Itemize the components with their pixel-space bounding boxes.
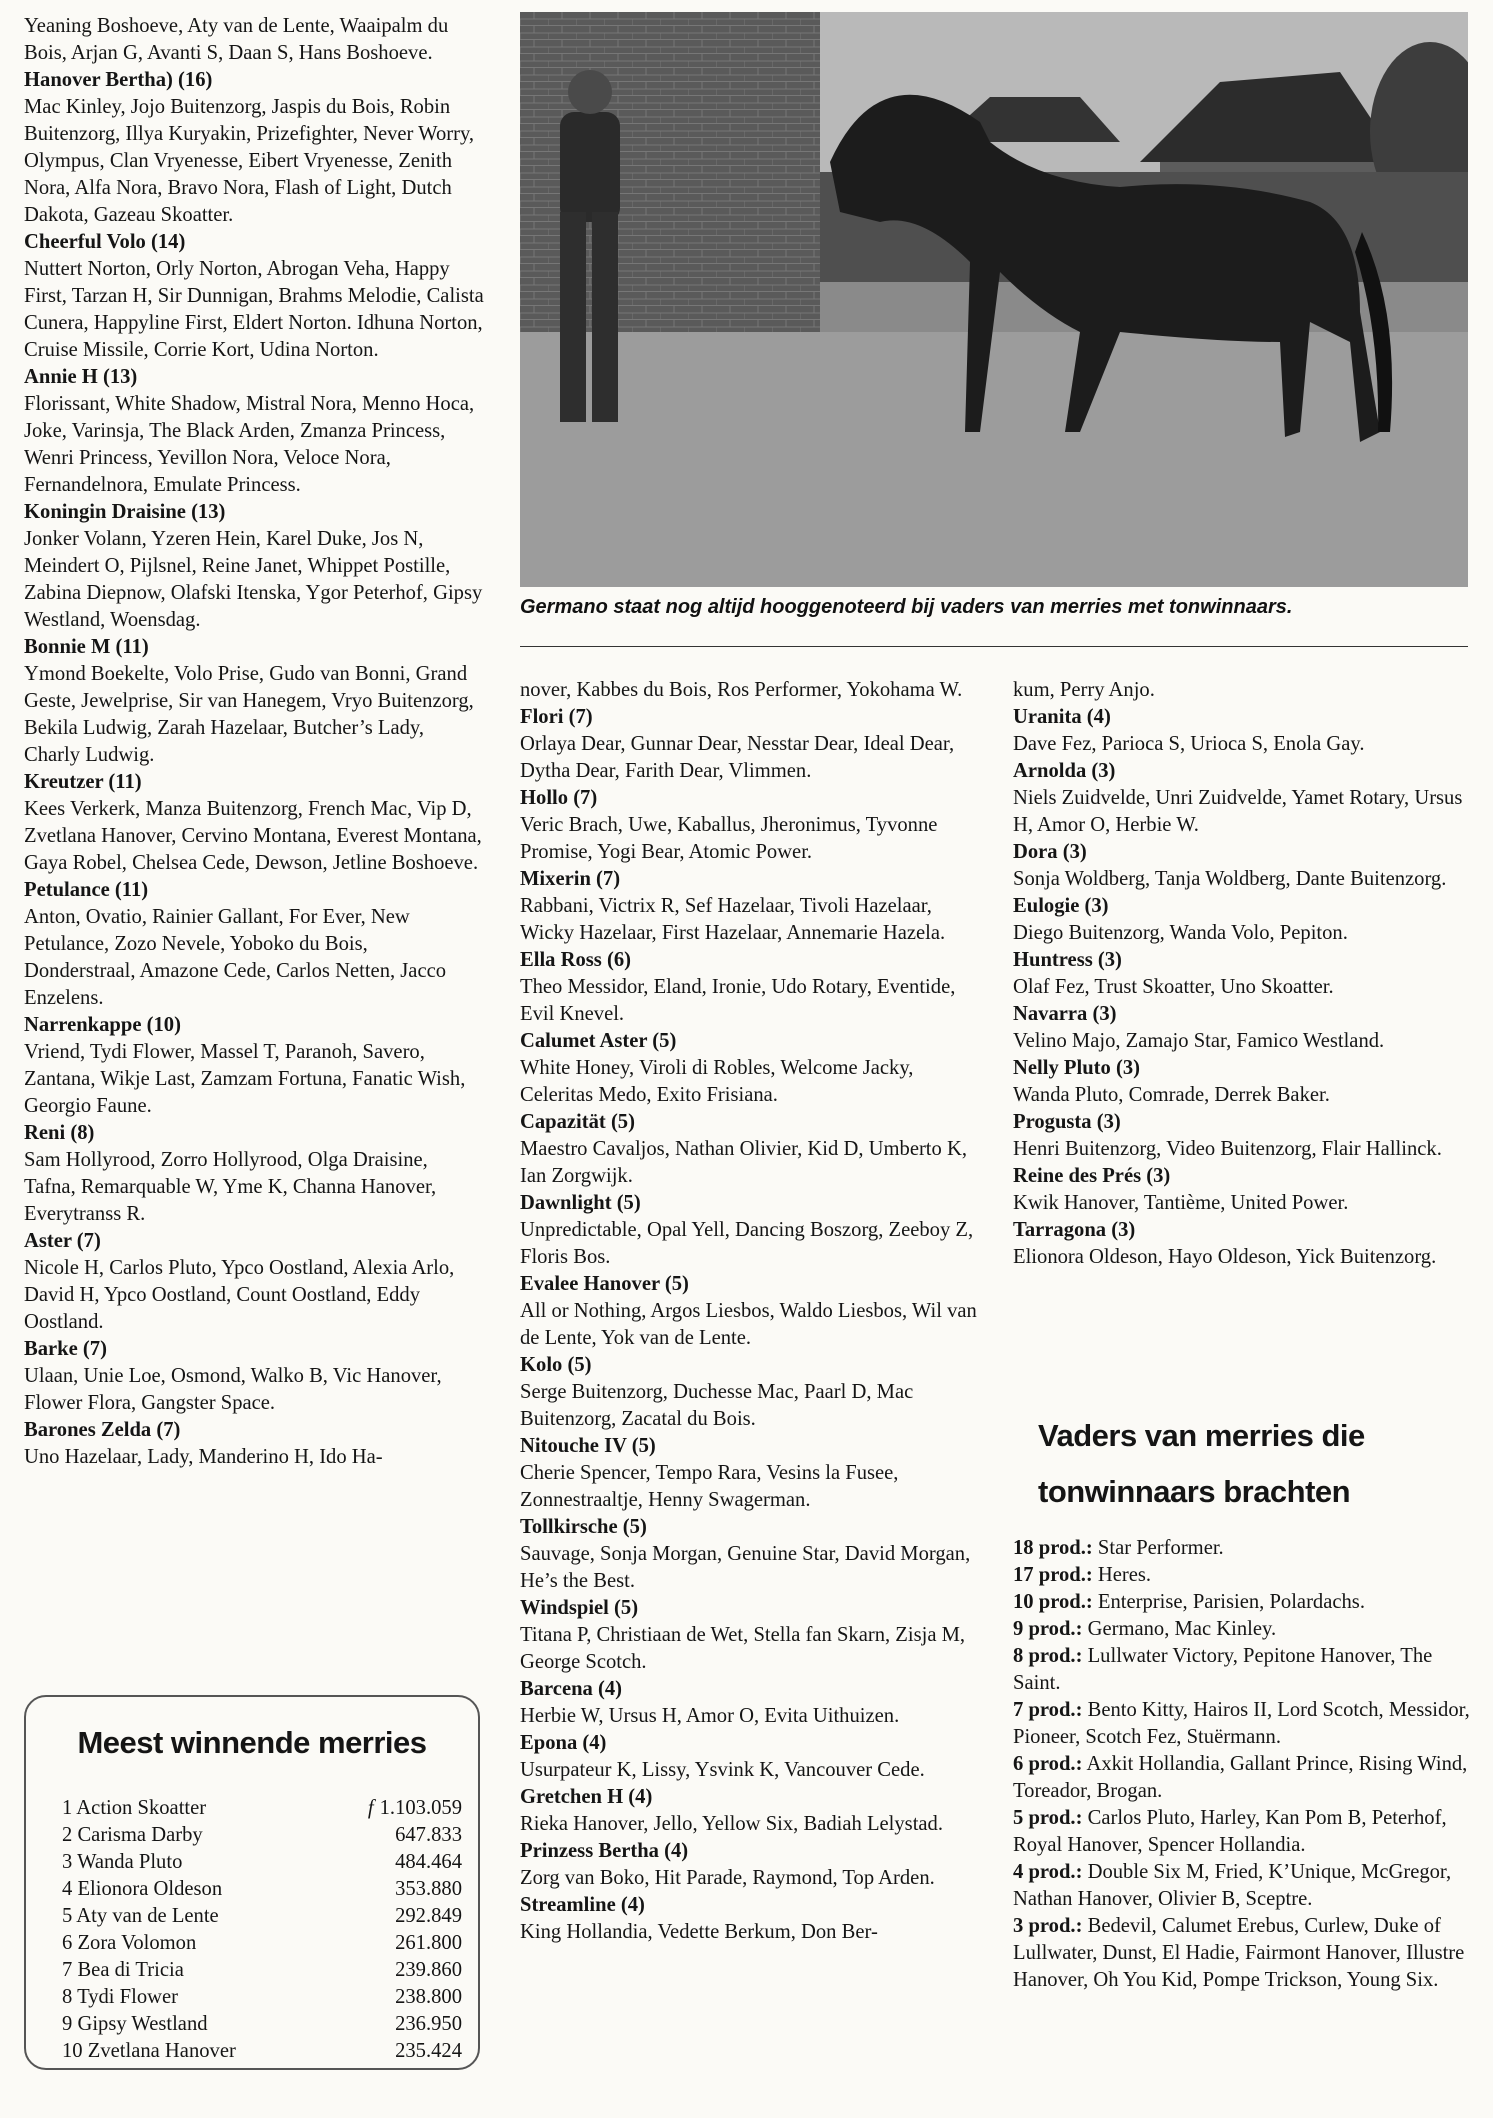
sire-list: Heres. — [1097, 1564, 1152, 1586]
mare-entry — [1013, 839, 1475, 893]
mare-entry — [1013, 1163, 1475, 1217]
mare-entry — [520, 1433, 980, 1514]
earner-name: 10 Zvetlana Hanover — [62, 2040, 236, 2062]
mare-name: Petulance (11) — [24, 879, 149, 901]
ground — [520, 332, 1468, 587]
sire-list: Bento Kitty, Hairos II, Lord Scotch, Messidor, Pioneer, Scotch Fez, Stuërmann. — [1013, 1699, 1470, 1748]
mare-name: Barke (7) — [24, 1338, 107, 1360]
offspring-list: Ulaan, Unie Loe, Osmond, Walko B, Vic Hanover, Flower Flora, Gangster Space. — [24, 1365, 442, 1414]
mare-entry — [1013, 1217, 1475, 1271]
horse-photo — [520, 12, 1468, 587]
mare-name: Navarra (3) — [1013, 1003, 1117, 1025]
mare-name: Barones Zelda (7) — [24, 1419, 181, 1441]
earner-name: 8 Tydi Flower — [62, 1986, 179, 2008]
mare-name: Calumet Aster (5) — [520, 1030, 677, 1052]
handler-body — [560, 112, 620, 222]
column-2 — [520, 677, 980, 1946]
currency-symbol: f — [367, 1797, 374, 1819]
earner-amount: 484.464 — [395, 1851, 462, 1873]
prod-entry — [1013, 1562, 1475, 1589]
prod-count: 10 prod.: — [1013, 1591, 1093, 1613]
offspring-list: Sauvage, Sonja Morgan, Genuine Star, David Morgan, He’s the Best. — [520, 1543, 971, 1592]
column-3 — [1013, 677, 1475, 1271]
offspring-list: Mac Kinley, Jojo Buitenzorg, Jaspis du Bois, Robin Buitenzorg, Illya Kuryakin, Prizefighter, Never Worry, Olympus, Clan Vryenesse, Eibert Vryenesse, Zenith Nora, Alfa Nora, Bravo Nora, Flash of Light, Dutch Dakota, Gazeau Skoatter. — [24, 96, 475, 226]
mare-name: Bonnie M (11) — [24, 636, 149, 658]
prod-count: 4 prod.: — [1013, 1861, 1083, 1883]
top-earners-list — [62, 1795, 462, 2065]
mare-entry — [24, 1336, 484, 1417]
photo-caption: Germano staat nog altijd hooggenoteerd bij vaders van merries met tonwinnaars. — [520, 596, 1293, 618]
offspring-list: Olaf Fez, Trust Skoatter, Uno Skoatter. — [1013, 976, 1334, 998]
mare-name: Dora (3) — [1013, 841, 1087, 863]
col2-lead-text: nover, Kabbes du Bois, Ros Performer, Yokohama W. — [520, 679, 963, 701]
offspring-list: White Honey, Viroli di Robles, Welcome Jacky, Celeritas Medo, Exito Frisiana. — [520, 1057, 914, 1106]
mare-entry — [520, 1892, 980, 1946]
earner-name: 4 Elionora Oldeson — [62, 1878, 223, 1900]
mare-entry — [24, 364, 484, 499]
earner-name: 1 Action Skoatter — [62, 1797, 207, 1819]
mare-entry — [24, 1120, 484, 1228]
mare-name: Cheerful Volo (14) — [24, 231, 186, 253]
offspring-list: Orlaya Dear, Gunnar Dear, Nesstar Dear, Ideal Dear, Dytha Dear, Farith Dear, Vlimmen. — [520, 733, 955, 782]
offspring-list: Unpredictable, Opal Yell, Dancing Boszorg, Zeeboy Z, Floris Bos. — [520, 1219, 974, 1268]
horse-photo-graphic — [520, 12, 1468, 587]
mare-entry — [520, 1676, 980, 1730]
mare-name: Progusta (3) — [1013, 1111, 1121, 1133]
mare-entry — [24, 1417, 484, 1471]
mare-entry — [520, 704, 980, 785]
mare-entry — [24, 877, 484, 1012]
offspring-list: Florissant, White Shadow, Mistral Nora, Menno Hoca, Joke, Varinsja, The Black Arden, Zmanza Princess, Wenri Princess, Yevillon Nora, Veloce Nora, Fernandelnora, Emulate Princess. — [24, 393, 475, 496]
mare-entry — [520, 866, 980, 947]
earner-name: 9 Gipsy Westland — [62, 2013, 208, 2035]
offspring-list: Jonker Volann, Yzeren Hein, Karel Duke, Jos N, Meindert O, Pijlsnel, Reine Janet, Whippet Postille, Zabina Diepnow, Olafski Itenska, Ygor Peterhof, Gipsy Westland, Woensdag. — [24, 528, 483, 631]
offspring-list: Serge Buitenzorg, Duchesse Mac, Paarl D, Mac Buitenzorg, Zacatal du Bois. — [520, 1381, 914, 1430]
mare-name: Kreutzer (11) — [24, 771, 142, 793]
col2-entries — [520, 704, 980, 1946]
offspring-list: Velino Majo, Zamajo Star, Famico Westland. — [1013, 1030, 1385, 1052]
offspring-list: Theo Messidor, Eland, Ironie, Udo Rotary, Eventide, Evil Knevel. — [520, 976, 956, 1025]
prod-entry — [1013, 1616, 1475, 1643]
earner-row — [62, 1930, 462, 1957]
earner-name: 7 Bea di Tricia — [62, 1959, 184, 1981]
sire-list: Carlos Pluto, Harley, Kan Pom B, Peterhof, Royal Hanover, Spencer Hollandia. — [1013, 1807, 1447, 1856]
mare-entry — [1013, 758, 1475, 839]
offspring-list: Zorg van Boko, Hit Parade, Raymond, Top Arden. — [520, 1867, 935, 1889]
offspring-list: Usurpateur K, Lissy, Ysvink K, Vancouver Cede. — [520, 1759, 925, 1781]
earner-row — [62, 1957, 462, 1984]
earner-amount: 647.833 — [395, 1824, 462, 1846]
offspring-list: Titana P, Christiaan de Wet, Stella fan Skarn, Zisja M, George Scotch. — [520, 1624, 966, 1673]
offspring-list: All or Nothing, Argos Liesbos, Waldo Liesbos, Wil van de Lente, Yok van de Lente. — [520, 1300, 977, 1349]
earner-row — [62, 1822, 462, 1849]
offspring-list: Maestro Cavaljos, Nathan Olivier, Kid D, Umberto K, Ian Zorgwijk. — [520, 1138, 967, 1187]
offspring-list: Ymond Boekelte, Volo Prise, Gudo van Bonni, Grand Geste, Jewelprise, Sir van Hanegem, Vryo Buitenzorg, Bekila Ludwig, Zarah Hazelaar, Butcher’s Lady, Charly Ludwig. — [24, 663, 474, 766]
earner-row — [62, 1984, 462, 2011]
offspring-list: Rieka Hanover, Jello, Yellow Six, Badiah Lelystad. — [520, 1813, 944, 1835]
mare-name: Hollo (7) — [520, 787, 598, 809]
mare-name: Eulogie (3) — [1013, 895, 1109, 917]
vaders-heading — [1038, 1408, 1458, 1520]
top-earners-title: Meest winnende merries — [77, 1725, 427, 1760]
mare-name: Dawnlight (5) — [520, 1192, 641, 1214]
offspring-list: Niels Zuidvelde, Unri Zuidvelde, Yamet Rotary, Ursus H, Amor O, Herbie W. — [1013, 787, 1463, 836]
offspring-list: Sam Hollyrood, Zorro Hollyrood, Olga Draisine, Tafna, Remarquable W, Yme K, Channa Hanover, Everytranss R. — [24, 1149, 437, 1225]
mare-entry — [520, 1595, 980, 1676]
offspring-list: Kees Verkerk, Manza Buitenzorg, French Mac, Vip D, Zvetlana Hanover, Cervino Montana, Everest Montana, Gaya Robel, Chelsea Cede, Dewson, Jetline Boshoeve. — [24, 798, 482, 874]
earner-amount: f 1.103.059 — [367, 1797, 462, 1819]
earner-row — [62, 1876, 462, 1903]
prod-entry — [1013, 1859, 1475, 1913]
prod-entry — [1013, 1913, 1475, 1994]
mare-name: Reine des Prés (3) — [1013, 1165, 1171, 1187]
offspring-list: Vriend, Tydi Flower, Massel T, Paranoh, Savero, Zantana, Wikje Last, Zamzam Fortuna, Fanatic Wish, Georgio Faune. — [24, 1041, 466, 1117]
offspring-list: King Hollandia, Vedette Berkum, Don Ber- — [520, 1921, 878, 1943]
prod-count: 17 prod.: — [1013, 1564, 1093, 1586]
offspring-list: Nuttert Norton, Orly Norton, Abrogan Veha, Happy First, Tarzan H, Sir Dunnigan, Brahms Melodie, Calista Cunera, Happyline First, Eldert Norton. Idhuna Norton, Cruise Missile, Corrie Kort, Udina Norton. — [24, 258, 484, 361]
offspring-list: Diego Buitenzorg, Wanda Volo, Pepiton. — [1013, 922, 1348, 944]
offspring-list: Elionora Oldeson, Hayo Oldeson, Yick Buitenzorg. — [1013, 1246, 1437, 1268]
mare-name: Gretchen H (4) — [520, 1786, 653, 1808]
sire-list: Germano, Mac Kinley. — [1087, 1618, 1277, 1640]
mare-entry — [1013, 947, 1475, 1001]
mare-entry — [520, 1271, 980, 1352]
mare-name: Annie H (13) — [24, 366, 138, 388]
mare-entry — [1013, 1055, 1475, 1109]
mare-name: Kolo (5) — [520, 1354, 592, 1376]
mare-name: Reni (8) — [24, 1122, 95, 1144]
mare-name: Narrenkappe (10) — [24, 1014, 181, 1036]
mare-entry — [520, 1352, 980, 1433]
offspring-list: Henri Buitenzorg, Video Buitenzorg, Flair Hallinck. — [1013, 1138, 1442, 1160]
mare-entry — [520, 947, 980, 1028]
mare-name: Epona (4) — [520, 1732, 607, 1754]
vaders-list — [1013, 1535, 1475, 1994]
earner-row — [62, 1903, 462, 1930]
sire-list: Double Six M, Fried, K’Unique, McGregor, Nathan Hanover, Olivier B, Sceptre. — [1013, 1861, 1452, 1910]
mare-entry — [24, 499, 484, 634]
handler-head — [568, 70, 612, 114]
mare-name: Streamline (4) — [520, 1894, 645, 1916]
prod-count: 5 prod.: — [1013, 1807, 1083, 1829]
mare-name: Huntress (3) — [1013, 949, 1122, 971]
earner-amount: 235.424 — [395, 2040, 462, 2062]
mare-entry — [520, 1514, 980, 1595]
prod-count: 8 prod.: — [1013, 1645, 1083, 1667]
mare-name: Arnolda (3) — [1013, 760, 1116, 782]
earner-name: 5 Aty van de Lente — [62, 1905, 219, 1927]
offspring-list: Herbie W, Ursus H, Amor O, Evita Uithuizen. — [520, 1705, 900, 1727]
mare-name: Flori (7) — [520, 706, 593, 728]
earner-name: 6 Zora Volomon — [62, 1932, 197, 1954]
mare-name: Capazität (5) — [520, 1111, 635, 1133]
mare-entry — [520, 1730, 980, 1784]
horizontal-rule — [520, 646, 1468, 647]
mare-name: Barcena (4) — [520, 1678, 622, 1700]
vaders-heading-line-1: Vaders van merries die — [1038, 1418, 1365, 1453]
earner-amount: 236.950 — [395, 2013, 462, 2035]
earner-name: 2 Carisma Darby — [62, 1824, 203, 1846]
mare-entry — [520, 785, 980, 866]
offspring-list: Wanda Pluto, Comrade, Derrek Baker. — [1013, 1084, 1330, 1106]
mare-entry — [520, 1109, 980, 1190]
sire-list: Bedevil, Calumet Erebus, Curlew, Duke of Lullwater, Dunst, El Hadie, Fairmont Hanover, Illustre Hanover, Oh You Kid, Pompe Trickson, Young Six. — [1013, 1915, 1465, 1991]
prod-entry — [1013, 1589, 1475, 1616]
prod-entry — [1013, 1643, 1475, 1697]
sire-list: Lullwater Victory, Pepitone Hanover, The Saint. — [1013, 1645, 1433, 1694]
mare-entry — [1013, 1001, 1475, 1055]
earner-amount: 239.860 — [395, 1959, 462, 1981]
mare-name: Evalee Hanover (5) — [520, 1273, 689, 1295]
col1-entries — [24, 67, 484, 1471]
mare-entry — [520, 1838, 980, 1892]
offspring-list: Kwik Hanover, Tantième, United Power. — [1013, 1192, 1349, 1214]
mare-entry — [1013, 1109, 1475, 1163]
prod-count: 7 prod.: — [1013, 1699, 1083, 1721]
column-1 — [24, 13, 484, 1471]
offspring-list: Uno Hazelaar, Lady, Manderino H, Ido Ha- — [24, 1446, 383, 1468]
earner-amount: 238.800 — [395, 1986, 462, 2008]
earner-amount: 261.800 — [395, 1932, 462, 1954]
mare-entry — [520, 1784, 980, 1838]
mare-entry — [520, 1190, 980, 1271]
prod-count: 18 prod.: — [1013, 1537, 1093, 1559]
earner-row — [62, 1849, 462, 1876]
sire-list: Star Performer. — [1097, 1537, 1224, 1559]
mare-name: Nitouche IV (5) — [520, 1435, 656, 1457]
prod-entry — [1013, 1697, 1475, 1751]
mare-entry — [24, 634, 484, 769]
offspring-list: Cherie Spencer, Tempo Rara, Vesins la Fusee, Zonnestraaltje, Henny Swagerman. — [520, 1462, 899, 1511]
offspring-list: Dave Fez, Parioca S, Urioca S, Enola Gay. — [1013, 733, 1365, 755]
earner-row — [62, 1795, 462, 1822]
mare-name: Hanover Bertha) (16) — [24, 69, 213, 91]
mare-name: Tollkirsche (5) — [520, 1516, 647, 1538]
sire-list: Enterprise, Parisien, Polardachs. — [1097, 1591, 1365, 1613]
top-earners-box — [24, 1695, 480, 2070]
mare-name: Aster (7) — [24, 1230, 101, 1252]
col3-lead-text: kum, Perry Anjo. — [1013, 679, 1155, 701]
mare-entry — [1013, 893, 1475, 947]
offspring-list: Sonja Woldberg, Tanja Woldberg, Dante Buitenzorg. — [1013, 868, 1447, 890]
mare-name: Mixerin (7) — [520, 868, 621, 890]
prod-entry — [1013, 1535, 1475, 1562]
mare-entry — [24, 67, 484, 229]
offspring-list: Anton, Ovatio, Rainier Gallant, For Ever, New Petulance, Zozo Nevele, Yoboko du Bois, Donderstraal, Amazone Cede, Carlos Netten, Jacco Enzelens. — [24, 906, 447, 1009]
mare-name: Windspiel (5) — [520, 1597, 639, 1619]
earner-name: 3 Wanda Pluto — [62, 1851, 183, 1873]
mare-name: Uranita (4) — [1013, 706, 1111, 728]
mare-entry — [520, 1028, 980, 1109]
prod-count: 6 prod.: — [1013, 1753, 1083, 1775]
mare-name: Koningin Draisine (13) — [24, 501, 226, 523]
offspring-list: Veric Brach, Uwe, Kaballus, Jheronimus, Tyvonne Promise, Yogi Bear, Atomic Power. — [520, 814, 938, 863]
offspring-list: Rabbani, Victrix R, Sef Hazelaar, Tivoli Hazelaar, Wicky Hazelaar, First Hazelaar, Annemarie Hazela. — [520, 895, 946, 944]
earner-row — [62, 2038, 462, 2065]
col3-entries — [1013, 704, 1475, 1271]
earner-row — [62, 2011, 462, 2038]
prod-count: 3 prod.: — [1013, 1915, 1083, 1937]
sire-list: Axkit Hollandia, Gallant Prince, Rising Wind, Toreador, Brogan. — [1013, 1753, 1468, 1802]
mare-entry — [24, 1012, 484, 1120]
mare-entry — [1013, 704, 1475, 758]
offspring-list: Nicole H, Carlos Pluto, Ypco Oostland, Alexia Arlo, David H, Ypco Oostland, Count Oostland, Eddy Oostland. — [24, 1257, 455, 1333]
earner-amount: 353.880 — [395, 1878, 462, 1900]
prod-count: 9 prod.: — [1013, 1618, 1083, 1640]
mare-entry — [24, 229, 484, 364]
mare-entry — [24, 1228, 484, 1336]
col1-lead-text: Yeaning Boshoeve, Aty van de Lente, Waaipalm du Bois, Arjan G, Avanti S, Daan S, Hans Boshoeve. — [24, 15, 449, 64]
vaders-heading-line-2: tonwinnaars brachten — [1038, 1474, 1351, 1509]
mare-name: Nelly Pluto (3) — [1013, 1057, 1140, 1079]
mare-name: Tarragona (3) — [1013, 1219, 1136, 1241]
prod-entry — [1013, 1805, 1475, 1859]
prod-entry — [1013, 1751, 1475, 1805]
mare-name: Prinzess Bertha (4) — [520, 1840, 689, 1862]
mare-name: Ella Ross (6) — [520, 949, 631, 971]
mare-entry — [24, 769, 484, 877]
earner-amount: 292.849 — [395, 1905, 462, 1927]
